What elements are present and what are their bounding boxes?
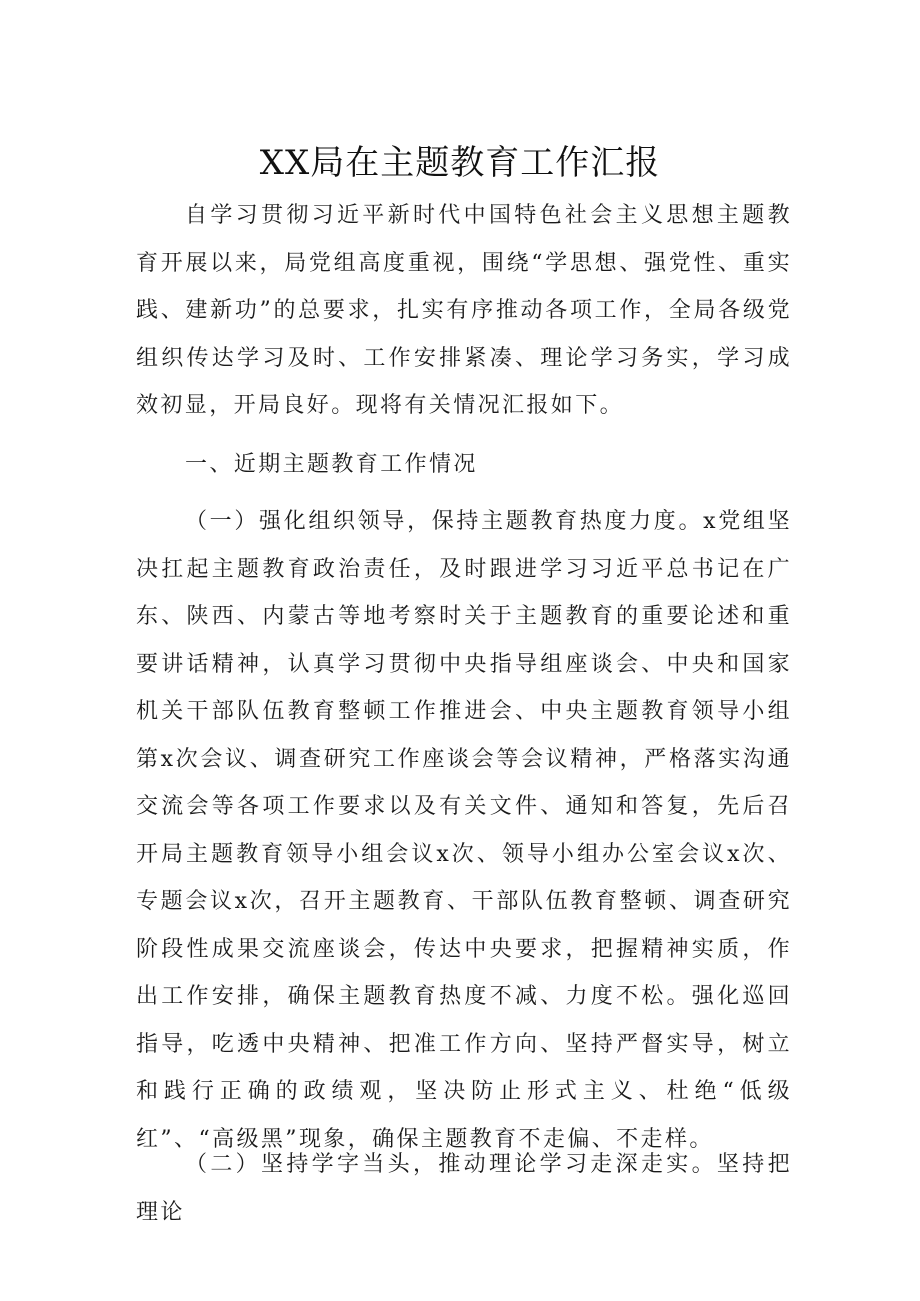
document-title: XX局在主题教育工作汇报 — [259, 143, 661, 183]
subsection-paragraph-1: （一）强化组织领导，保持主题教育热度力度。x党组坚决扛起主题教育政治责任，及时跟进学习习近平总书记在广东、陕西、内蒙古等地考察时关于主题教育的重要论述和重要讲话精神，认真学习贯彻中央指导组座谈会、中央和国家机关干部队伍教育整顿工作推进会、中央主题教育领导小组第x次会议、调查研究工作座谈会等会议精神，严格落实沟通交流会等各项工作要求以及有关文件、通知和答复，先后召开局主题教育领导小组会议x次、领导小组办公室会议x次、专题会议x次，召开主题教育、干部队伍教育整顿、调查研究阶段性成果交流座谈会，传达中央要求，把握精神实质，作出工作安排，确保主题教育热度不减、力度不松。强化巡回指导，吃透中央精神、把准工作方向、坚持严督实导，树立和践行正确的政绩观，坚决防止形式主义、杜绝“低级红”、“高级黑”现象，确保主题教育不走偏、不走样。 — [136, 509, 792, 1152]
intro-paragraph: 自学习贯彻习近平新时代中国特色社会主义思想主题教育开展以来，局党组高度重视，围绕“学思想、强党性、重实践、建新功”的总要求，扎实有序推动各项工作，全局各级党组织传达学习及时、工作安排紧凑、理论学习务实，学习成效初显，开局良好。现将有关情况汇报如下。 — [136, 203, 792, 418]
section-heading: 一、近期主题教育工作情况 — [185, 452, 478, 477]
subsection-paragraph-2: （二）坚持学字当头，推动理论学习走深走实。坚持把理论 — [136, 1152, 792, 1225]
